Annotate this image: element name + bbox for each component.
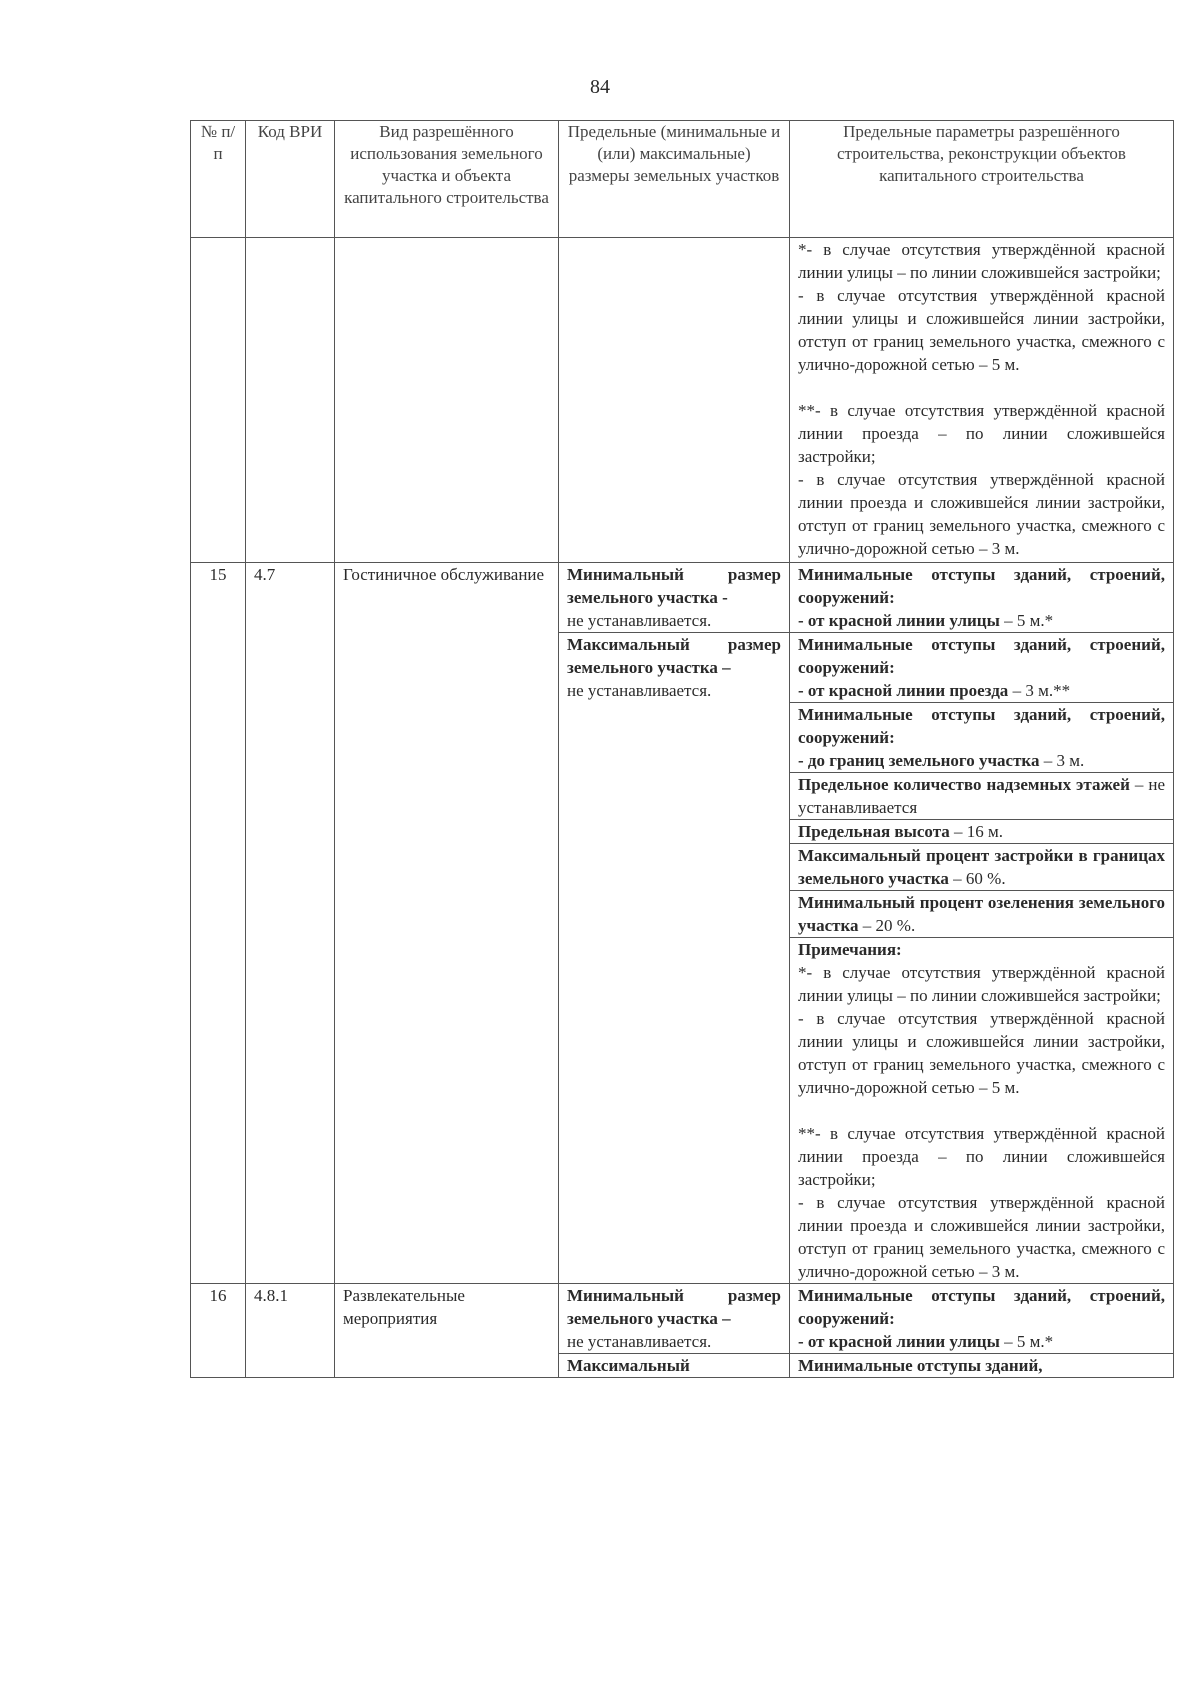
continuation-notes	[790, 238, 1174, 563]
row-use: Гостиничное обслуживание	[335, 563, 559, 1284]
param-value: – не устанавливается	[798, 775, 1165, 817]
param-cell	[790, 844, 1174, 891]
param-line-value: – 5 м.*	[999, 611, 1054, 630]
max-size-label: Максимальный размер земельного участка –	[567, 635, 781, 677]
param-cell	[790, 703, 1174, 773]
notes-title: Примечания:	[798, 940, 902, 959]
page-number: 84	[590, 76, 610, 98]
note-street-a: *- в случае отсутствия утверждённой красной линии улицы – по линии сложившейся застройки;	[798, 240, 1165, 282]
min-size-value: не устанавливается.	[567, 611, 712, 630]
param-label: Минимальные отступы зданий, строений, сооружений:	[798, 635, 1165, 677]
regulations-table	[190, 120, 1174, 1378]
max-size-value: не устанавливается.	[567, 681, 712, 700]
row-code: 4.7	[246, 563, 335, 1284]
notes-cell	[790, 938, 1174, 1284]
param-label: Предельное количество надземных этажей	[798, 775, 1130, 794]
param-label: Минимальные отступы зданий,	[798, 1356, 1043, 1375]
note-drive-b: - в случае отсутствия утверждённой красной линии проезда и сложившейся линии застройки, отступ от границ земельного участка, смежного с улично-дорожной сетью – 3 м.	[798, 1193, 1165, 1281]
table-row	[191, 563, 1174, 633]
param-line-value: – 5 м.*	[999, 1332, 1054, 1351]
row-num: 16	[191, 1284, 246, 1378]
row-code: 4.8.1	[246, 1284, 335, 1378]
table-row-continuation	[191, 238, 1174, 563]
param-label: Максимальный процент застройки в границах земельного участка	[798, 846, 1165, 888]
param-line-label: - до границ земельного участка	[798, 751, 1040, 770]
param-label: Минимальные отступы зданий, строений, сооружений:	[798, 705, 1165, 747]
param-label: Минимальные отступы зданий, строений, сооружений:	[798, 1286, 1165, 1328]
note-street-b: - в случае отсутствия утверждённой красной линии улицы и сложившейся линии застройки, отступ от границ земельного участка, смежного с улично-дорожной сетью – 5 м.	[798, 1009, 1165, 1097]
param-line-value: – 3 м.	[1039, 751, 1085, 770]
table-row	[191, 1284, 1174, 1354]
param-cell	[790, 891, 1174, 938]
max-size-cell	[559, 633, 790, 1284]
param-cell	[790, 633, 1174, 703]
param-label: Минимальные отступы зданий, строений, сооружений:	[798, 565, 1165, 607]
max-size-label: Максимальный	[567, 1356, 690, 1375]
max-size-cell	[559, 1354, 790, 1378]
param-cell	[790, 1354, 1174, 1378]
param-cell	[790, 773, 1174, 820]
row-num: 15	[191, 563, 246, 1284]
param-cell	[790, 1284, 1174, 1354]
param-value: – 16 м.	[949, 822, 1004, 841]
param-cell	[790, 820, 1174, 844]
param-line-label: - от красной линии улицы	[798, 611, 1000, 630]
header-use: Вид разрешённого использования земельного участка и объекта капитального строительства	[335, 121, 559, 238]
table-header-row	[191, 121, 1174, 238]
param-value: – 20 %.	[858, 916, 916, 935]
param-line-value: – 3 м.**	[1008, 681, 1071, 700]
param-line-label: - от красной линии улицы	[798, 1332, 1000, 1351]
param-line-label: - от красной линии проезда	[798, 681, 1009, 700]
min-size-cell	[559, 563, 790, 633]
param-value: – 60 %.	[948, 869, 1006, 888]
param-label: Предельная высота	[798, 822, 950, 841]
note-drive-a: **- в случае отсутствия утверждённой красной линии проезда – по линии сложившейся застройки;	[798, 401, 1165, 466]
header-size: Предельные (минимальные и (или) максимальные) размеры земельных участков	[559, 121, 790, 238]
header-code: Код ВРИ	[246, 121, 335, 238]
param-label: Минимальный процент озеленения земельного участка	[798, 893, 1165, 935]
min-size-cell	[559, 1284, 790, 1354]
note-drive-b: - в случае отсутствия утверждённой красной линии проезда и сложившейся линии застройки, отступ от границ земельного участка, смежного с улично-дорожной сетью – 3 м.	[798, 470, 1165, 558]
row-use: Развлекательные мероприятия	[335, 1284, 559, 1378]
note-street-b: - в случае отсутствия утверждённой красной линии улицы и сложившейся линии застройки, отступ от границ земельного участка, смежного с улично-дорожной сетью – 5 м.	[798, 286, 1165, 374]
header-params: Предельные параметры разрешённого строительства, реконструкции объектов капитального строительства	[790, 121, 1174, 238]
header-num: № п/п	[191, 121, 246, 238]
note-street-a: *- в случае отсутствия утверждённой красной линии улицы – по линии сложившейся застройки;	[798, 963, 1165, 1005]
min-size-value: не устанавливается.	[567, 1332, 712, 1351]
note-drive-a: **- в случае отсутствия утверждённой красной линии проезда – по линии сложившейся застройки;	[798, 1124, 1165, 1189]
min-size-label: Минимальный размер земельного участка -	[567, 565, 781, 607]
param-cell	[790, 563, 1174, 633]
min-size-label: Минимальный размер земельного участка –	[567, 1286, 781, 1328]
